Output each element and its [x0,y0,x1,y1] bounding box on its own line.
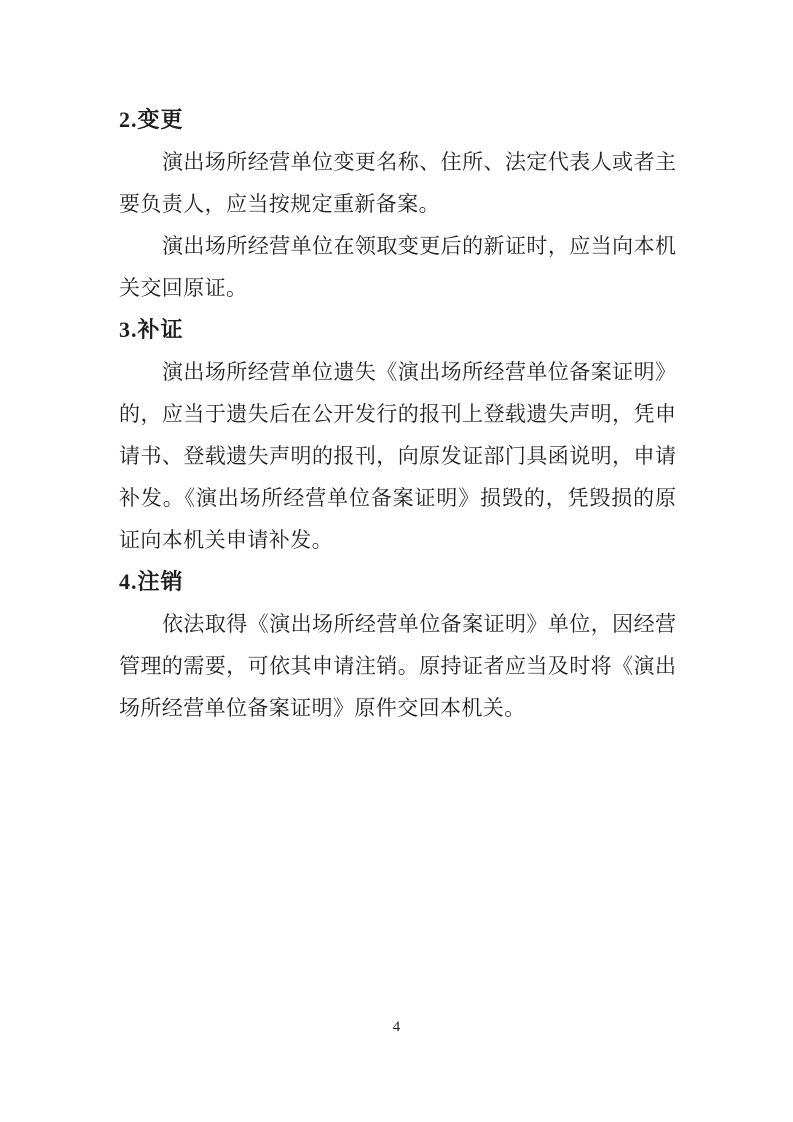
section-heading-cancellation: 4.注销 [119,569,184,594]
text-line: 的，应当于遗失后在公开发行的报刊上登载遗失声明，凭申 [119,402,676,426]
text-line: 场所经营单位备案证明》原件交回本机关。 [119,696,526,720]
text-line: 演出场所经营单位在领取变更后的新证时，应当向本机 [162,234,676,258]
section-heading-reissue: 3.补证 [119,317,184,342]
text-line: 关交回原证。 [119,276,248,300]
text-line: 补发。《演出场所经营单位备案证明》损毁的，凭毁损的原 [119,486,676,510]
section-heading-change: 2.变更 [119,107,184,132]
text-line: 依法取得《演出场所经营单位备案证明》单位，因经营 [162,612,676,636]
text-line: 证向本机关申请补发。 [119,528,333,552]
text-line: 演出场所经营单位变更名称、住所、法定代表人或者主 [162,150,676,174]
text-line: 管理的需要，可依其申请注销。原持证者应当及时将《演出 [119,654,676,678]
document-content [119,99,676,729]
page-footer [0,1016,793,1038]
text-line: 演出场所经营单位遗失《演出场所经营单位备案证明》 [162,360,676,384]
page-number: 4 [392,1019,401,1035]
text-line: 请书、登载遗失声明的报刊，向原发证部门具函说明，申请 [119,444,676,468]
text-line: 要负责人，应当按规定重新备案。 [119,192,440,216]
